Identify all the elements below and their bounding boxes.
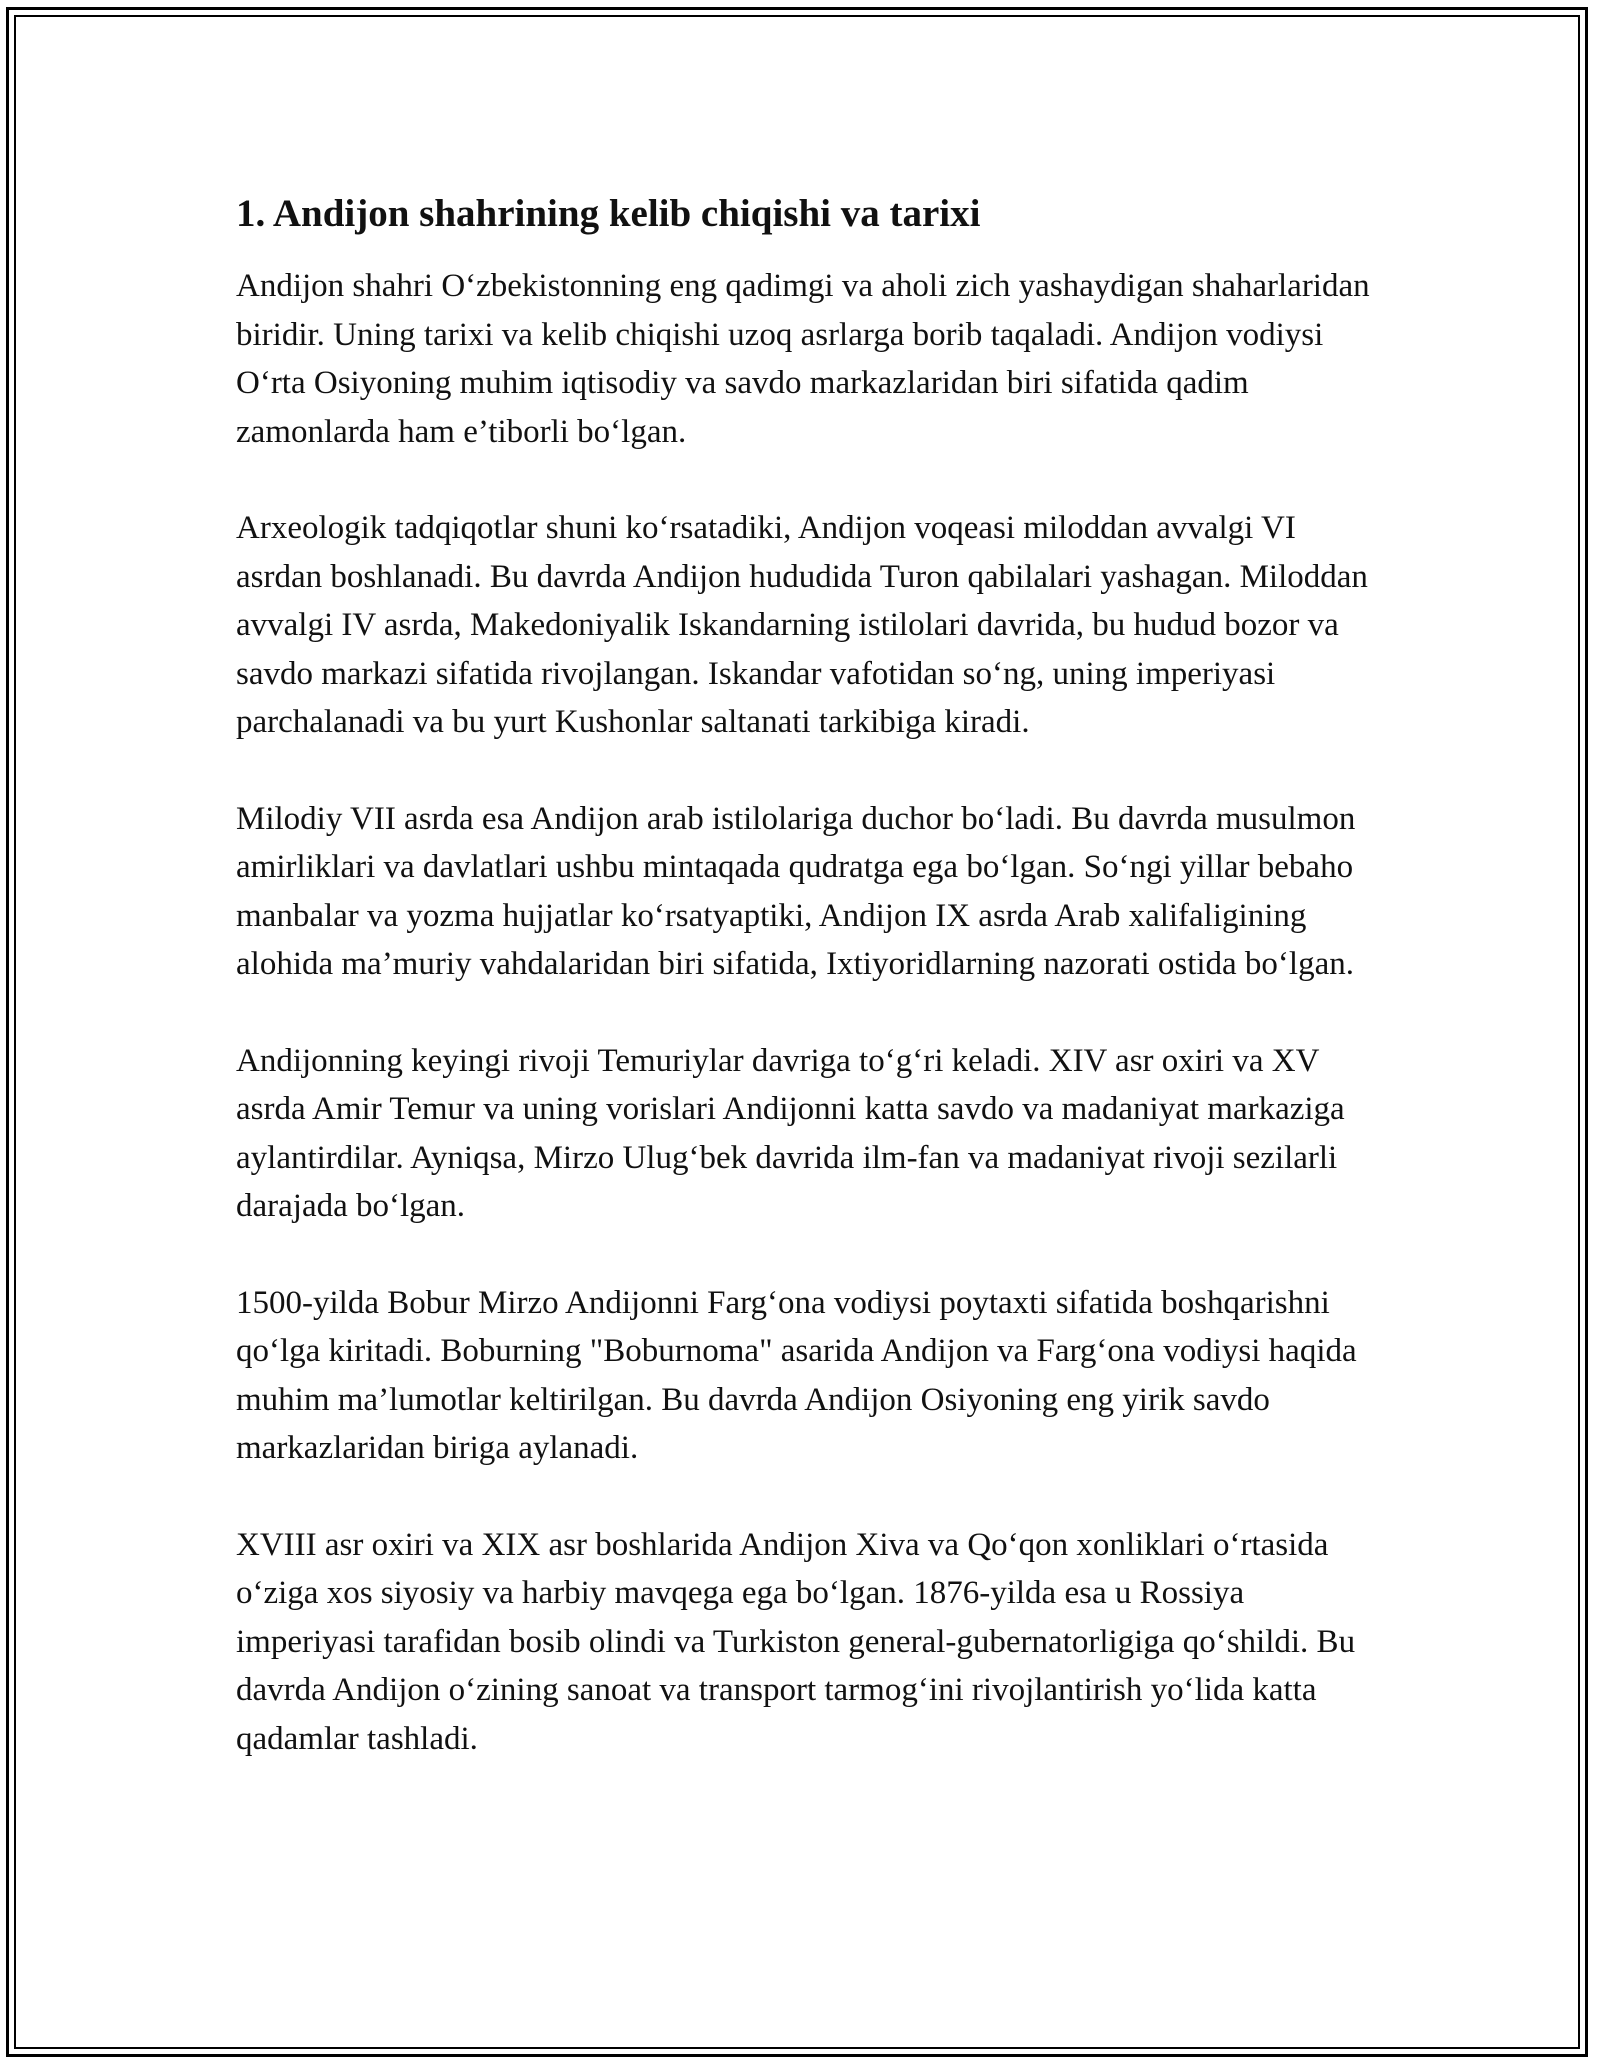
paragraph-origin: Andijon shahri O‘zbekistonning eng qadimgi va aholi zich yashaydigan shaharlaridan biridir. Uning tarixi va kelib chiqishi uzoq asrlarga borib taqaladi. Andijon vodiysi O‘rta Osiyoning muhim iqtisodiy va savdo markazlaridan biri sifatida qadim zamonlarda ham e’tiborli bo‘lgan. bbox=[236, 268, 1370, 450]
paragraph-babur-period: 1500-yilda Bobur Mirzo Andijonni Farg‘ona vodiysi poytaxti sifatida boshqarishni qo‘lga kiritadi. Boburning "Boburnoma" asarida Andijon va Farg‘ona vodiysi haqida muhim ma’lumotlar keltirilgan. Bu davrda Andijon Osiyoning eng yirik savdo markazlaridan biriga aylanadi. bbox=[236, 1284, 1357, 1466]
document-body bbox=[236, 186, 1376, 1811]
paragraph-archaeology: Arxeologik tadqiqotlar shuni ko‘rsatadiki, Andijon voqeasi miloddan avvalgi VI asrdan boshlanadi. Bu davrda Andijon hududida Turon qabilalari yashagan. Miloddan avvalgi IV asrda, Makedoniyalik Iskandarning istilolari davrida, bu hudud bozor va savdo markazi sifatida rivojlangan. Iskandar vafotidan so‘ng, uning imperiyasi parchalanadi va bu yurt Kushonlar saltanati tarkibiga kiradi. bbox=[236, 510, 1368, 740]
section-heading: 1. Andijon shahrining kelib chiqishi va tarixi bbox=[236, 192, 981, 235]
paragraph-arab-period: Milodiy VII asrda esa Andijon arab istilolariga duchor bo‘ladi. Bu davrda musulmon amirliklari va davlatlari ushbu mintaqada qudratga ega bo‘lgan. So‘ngi yillar bebaho manbalar va yozma hujjatlar ko‘rsatyaptiki, Andijon IX asrda Arab xalifaligining alohida ma’muriy vahdalaridan biri sifatida, Ixtiyoridlarning nazorati ostida bo‘lgan. bbox=[236, 800, 1356, 982]
paragraph-timurid-period: Andijonning keyingi rivoji Temuriylar davriga to‘g‘ri keladi. XIV asr oxiri va XV asrda Amir Temur va uning vorislari Andijonni katta savdo va madaniyat markaziga aylantirdilar. Ayniqsa, Mirzo Ulug‘bek davrida ilm-fan va madaniyat rivoji sezilarli darajada bo‘lgan. bbox=[236, 1042, 1345, 1224]
paragraph-khanates-period: XVIII asr oxiri va XIX asr boshlarida Andijon Xiva va Qo‘qon xonliklari o‘rtasida o‘ziga xos siyosiy va harbiy mavqega ega bo‘lgan. 1876-yilda esa u Rossiya imperiyasi tarafidan bosib olindi va Turkiston general-gubernatorligiga qo‘shildi. Bu davrda Andijon o‘zining sanoat va transport tarmog‘ini rivojlantirish yo‘lida katta qadamlar tashladi. bbox=[236, 1526, 1356, 1757]
